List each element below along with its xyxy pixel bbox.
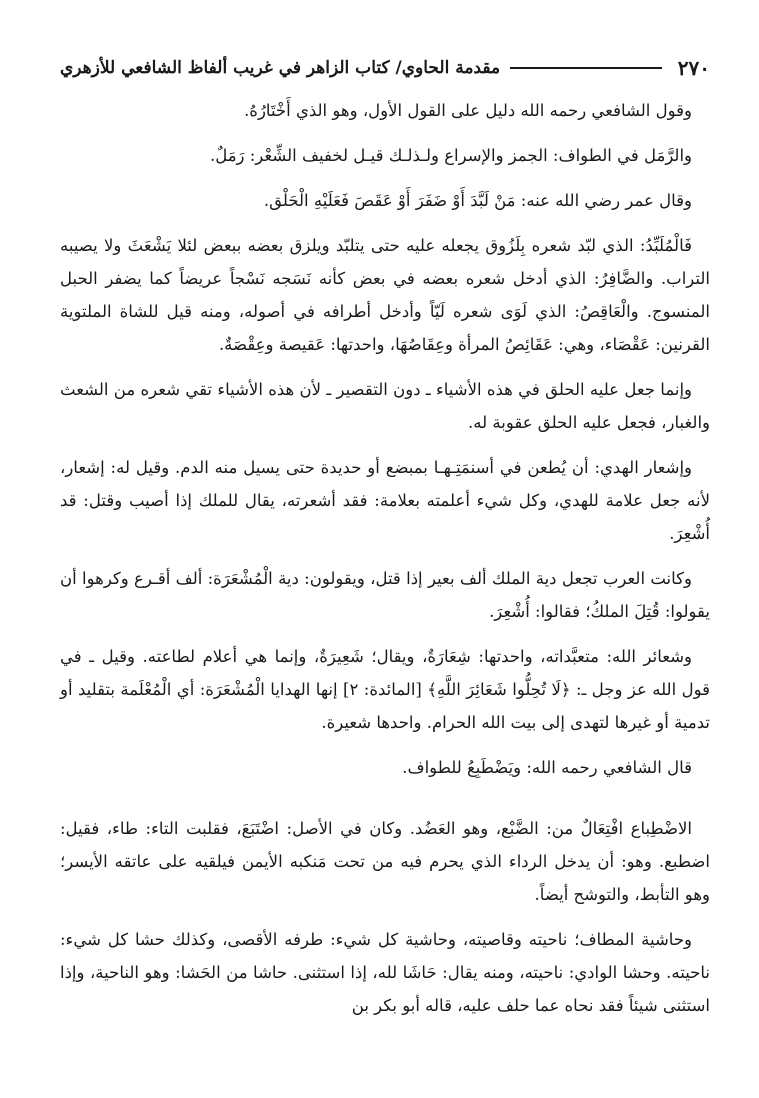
paragraph: وقال عمر رضي الله عنه: مَنْ لَبَّدَ أَوْ ضَفَرَ أَوْ عَقَصَ فَعَلَيْهِ الْحَلْق. [263, 191, 692, 210]
page-body [60, 94, 710, 1022]
paragraph: وإنما جعل عليه الحلق في هذه الأشياء ـ دون التقصير ـ لأن هذه الأشياء تقي شعره من الشعث والغبار، فجعل عليه الحلق عقوبة له. [60, 380, 710, 432]
header-rule [510, 67, 662, 69]
running-title: مقدمة الحاوي/ كتاب الزاهر في غريب ألفاظ الشافعي للأزهري [60, 58, 501, 78]
paragraph: فَالْمُلَبِّدُ: الذي لبّد شعره بِلَزُوق يجعله عليه حتى يتلبّد ويلزق بعضه ببعض لئلا يَشْعَثَ ولا يصيبه التراب. والضَّافِرُ: الذي أدخل شعره بعضه في بعض كأنه نَسَجه نَسْجاً عريضاً كما يضفر الحبل المنسوج. والْعَاقِصُ: الذي لَوَى شعره لَيّاً وأدخل أطرافه في أصوله، ومنه قيل للشاة الملتوية القرنين: عَقْصَاء، وهي: عَقَائِصُ المرأة وعِقَاصُهَا، واحدتها: عَقيصة وعِقْصَةٌ. [60, 236, 710, 354]
running-header [60, 48, 710, 88]
paragraph: وحاشية المطاف؛ ناحيته وقاصيته، وحاشية كل شيء: طرفه الأقصى، وكذلك حشا كل شيء: ناحيته. وحشا الوادي: ناحيته، ومنه يقال: حَاشَا لله، إذا استثنى. حاشا من الحَشا: وهو الناحية، وإذا استثنى شيئاً فقد نحاه عما حلف عليه، قاله أبو بكر بن [60, 930, 710, 1015]
page-number: ٢٧٠ [677, 56, 710, 80]
paragraph: وكانت العرب تجعل دية الملك ألف بعير إذا قتل، ويقولون: دية الْمُشْعَرَة: ألف أقـرع وكرهوا أن يقولوا: قُتِلَ الملكُ؛ فقالوا: أُشْعِرَ. [60, 569, 710, 621]
paragraph: الاضْطِباع افْتِعَالٌ من: الضَّبْع، وهو العَضُد. وكان في الأصل: اضْتَبَعَ، فقلبت التاء: طاء، فقيل: اضطبع. وهو: أن يدخل الرداء الذي يحرم فيه من تحت مَنكبه الأيمن فيلقيه على عاتقه الأيسر؛ وهو التأبط، والتوشح أيضاً. [60, 819, 710, 904]
paragraph: وإشعار الهدي: أن يُطعن في أسنمَتِـهـا بمبضع أو حديدة حتى يسيل منه الدم. وقيل له: إشعار، لأنه جعل علامة للهدي، وكل شيء أعلمته بعلامة: فقد أشعرته، يقال للملك إذا أصيب وقتل: قد أُشْعِرَ. [60, 458, 710, 543]
document-page [60, 48, 710, 1034]
paragraph: والرَّمَل في الطواف: الجمز والإسراع ولـذلـك قيـل لخفيف الشِّعْر: رَمَلٌ. [209, 146, 692, 165]
paragraph: وقول الشافعي رحمه الله دليل على القول الأول، وهو الذي أَخْتَارُهُ. [244, 101, 692, 120]
quoted-statement: قال الشافعي رحمه الله: ويَضْطَبِعُ للطواف. [402, 758, 692, 777]
paragraph: وشعائر الله: متعبَّداته، واحدتها: شِعَارَةٌ، ويقال؛ شَعِيرَةٌ، وإنما هي أعلام لطاعته. وقيل ـ في قول الله عز وجل ـ: ﴿لَا تُحِلُّوا شَعَائِرَ اللَّهِ﴾ [المائدة: ٢] إنها الهدايا الْمُشْعَرَة: أي الْمُعْلَمة بتقليد أو تدمية أو غيرها لتهدى إلى بيت الله الحرام. واحدها شعيرة. [60, 647, 710, 732]
